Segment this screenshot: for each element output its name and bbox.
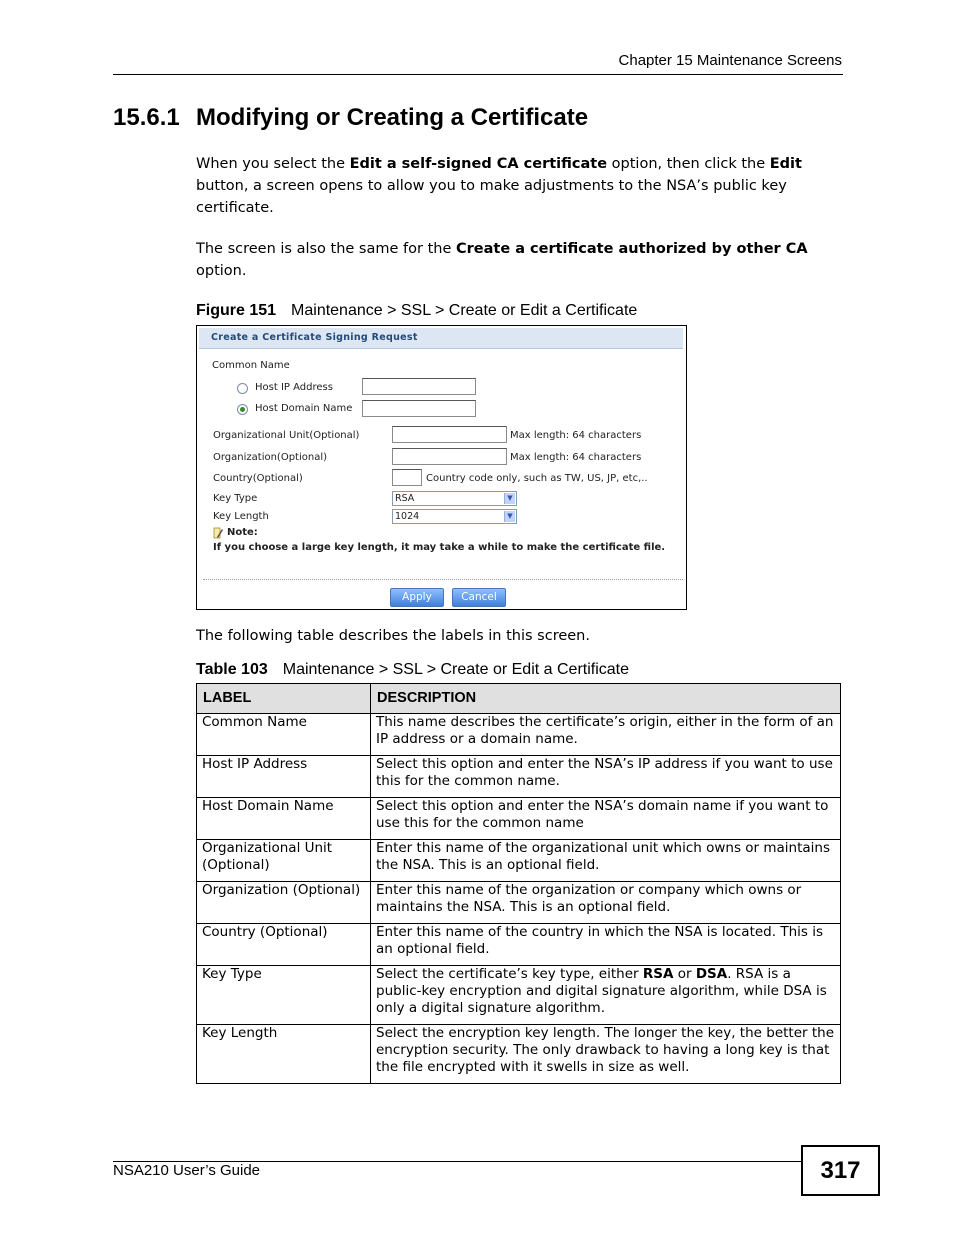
table-caption: Table 103 Maintenance > SSL > Create or Edit a Certificate: [196, 661, 630, 678]
page-number: 317: [801, 1145, 880, 1196]
description-column-header: DESCRIPTION: [371, 684, 841, 714]
apply-button[interactable]: Apply: [390, 588, 444, 607]
table-row: [197, 1025, 841, 1084]
org-unit-label: Organizational Unit(Optional): [213, 430, 360, 441]
row-label: Country (Optional): [197, 924, 371, 966]
org-input[interactable]: [392, 448, 507, 465]
country-label: Country(Optional): [213, 473, 303, 484]
org-label: Organization(Optional): [213, 452, 328, 463]
intro-paragraph: When you select the Edit a self-signed CA certificate option, then click the Edit button, a screen opens to allow you to make adjustments to the NSA’s public key certificate.: [196, 156, 802, 216]
table-intro-paragraph: The following table describes the labels in this screen.: [196, 628, 590, 644]
row-description: Enter this name of the country in which the NSA is located. This is an optional field.: [371, 924, 841, 966]
section-heading: [113, 104, 588, 132]
key-length-select[interactable]: 1024 ▼: [392, 509, 517, 524]
row-label: Organizational Unit (Optional): [197, 840, 371, 882]
row-label: Organization (Optional): [197, 882, 371, 924]
note-pencil-icon: [213, 527, 223, 539]
row-label: Host IP Address: [197, 756, 371, 798]
row-description: This name describes the certificate’s origin, either in the form of an IP address or a domain name.: [371, 714, 841, 756]
chevron-down-icon: ▼: [504, 511, 515, 522]
max-length-hint-2: Max length: 64 characters: [510, 452, 642, 463]
note-text: If you choose a large key length, it may take a while to make the certificate file.: [213, 542, 666, 553]
row-label: Key Length: [197, 1025, 371, 1084]
section-title: Modifying or Creating a Certificate: [196, 104, 589, 131]
running-header: Chapter 15 Maintenance Screens: [618, 52, 842, 69]
chevron-down-icon: ▼: [504, 493, 515, 504]
row-description: Select this option and enter the NSA’s IP address if you want to use this for the common name.: [371, 756, 841, 798]
host-ip-label: Host IP Address: [255, 382, 333, 393]
cancel-button[interactable]: Cancel: [452, 588, 506, 607]
label-column-header: LABEL: [197, 684, 371, 714]
host-domain-input[interactable]: [362, 400, 476, 417]
row-description: Select the certificate’s key type, either RSA or DSA. RSA is a public-key encryption and digital signature algorithm, while DSA is only a digital signature algorithm.: [371, 966, 841, 1025]
table-row: [197, 882, 841, 924]
row-label: Host Domain Name: [197, 798, 371, 840]
table-row: [197, 714, 841, 756]
section-number: 15.6.1: [113, 104, 180, 131]
key-length-label: Key Length: [213, 511, 269, 522]
row-description: Select this option and enter the NSA’s domain name if you want to use this for the common name: [371, 798, 841, 840]
description-table: [196, 683, 841, 1084]
row-label: Key Type: [197, 966, 371, 1025]
guide-title: NSA210 User’s Guide: [113, 1162, 261, 1179]
host-ip-input[interactable]: [362, 378, 476, 395]
table-row: [197, 756, 841, 798]
host-domain-label: Host Domain Name: [255, 403, 353, 414]
host-domain-radio[interactable]: [237, 404, 248, 415]
host-ip-radio[interactable]: [237, 383, 248, 394]
table-row: [197, 840, 841, 882]
row-description: Select the encryption key length. The longer the key, the better the encryption security. The only drawback to having a long key is that the file encrypted with it swells in size as well.: [371, 1025, 841, 1084]
common-name-label: Common Name: [212, 360, 290, 371]
table-row: [197, 798, 841, 840]
table-header-row: [197, 684, 841, 714]
country-input[interactable]: [392, 469, 422, 486]
row-description: Enter this name of the organization or company which owns or maintains the NSA. This is an optional field.: [371, 882, 841, 924]
figure-caption: Figure 151 Maintenance > SSL > Create or Edit a Certificate: [196, 302, 638, 319]
max-length-hint-1: Max length: 64 characters: [510, 430, 642, 441]
country-hint: Country code only, such as TW, US, JP, etc,..: [426, 473, 648, 484]
row-label: Common Name: [197, 714, 371, 756]
same-screen-paragraph: The screen is also the same for the Create a certificate authorized by other CA option.: [196, 241, 808, 279]
certificate-form-screenshot: [196, 325, 687, 610]
table-row: [197, 924, 841, 966]
table-row: [197, 966, 841, 1025]
key-type-label: Key Type: [213, 493, 258, 504]
row-description: Enter this name of the organizational unit which owns or maintains the NSA. This is an optional field.: [371, 840, 841, 882]
key-type-select[interactable]: RSA ▼: [392, 491, 517, 506]
note-label: Note:: [227, 527, 258, 538]
form-title-bar: Create a Certificate Signing Request: [199, 328, 683, 349]
header-rule: [113, 74, 843, 75]
org-unit-input[interactable]: [392, 426, 507, 443]
form-divider: [203, 579, 683, 580]
